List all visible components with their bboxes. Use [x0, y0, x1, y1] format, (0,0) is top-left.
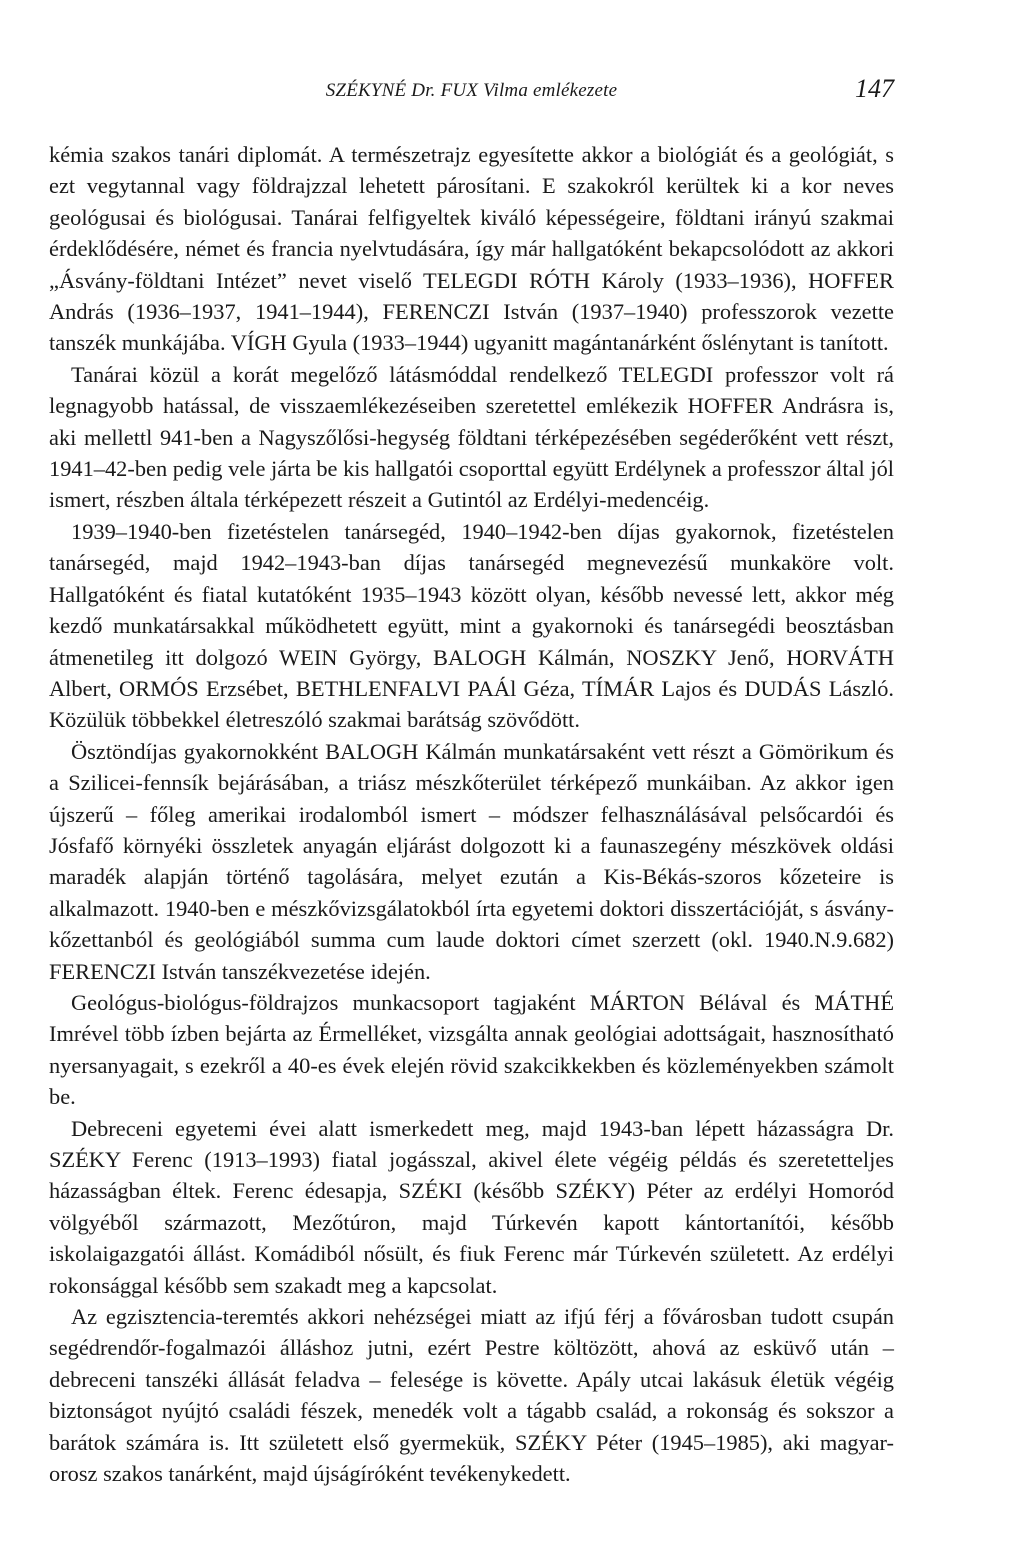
- running-header: [49, 72, 894, 112]
- paragraph-1: kémia szakos tanári diplomát. A természetrajz egyesítette akkor a biológiát és a geológiát, s ezt vegytannal vagy földrajzzal lehetett párosítani. E szakokról kerültek ki a kor neves geológusai és biológusai. Tanárai felfigyeltek kiváló képességeire, földtani irányú szakmai érdeklődésére, német és francia nyelvtudására, így már hallgatóként bekapcsolódott az akkori „Ásvány-földtani Intézet” nevet viselő TELEGDI RÓTH Károly (1933–1936), HOFFER András (1936–1937, 1941–1944), FERENCZI István (1937–1940) professzorok vezette tanszék munkájába. VÍGH Gyula (1933–1944) ugyanitt magántanárként őslénytant is tanított.: [49, 142, 894, 356]
- paragraph-6: Debreceni egyetemi évei alatt ismerkedett meg, majd 1943-ban lépett házasságra Dr. SZÉKY Ferenc (1913–1993) fiatal jogásszal, akivel élete végéig példás és szeretetteljes házasságban éltek. Ferenc édesapja, SZÉKI (később SZÉKY) Péter az erdélyi Homoród völgyéből származott, Mezőtúron, majd Túrkevén kapott kántortanítói, később iskolaigazgatói állást. Komádiból nősült, és fiuk Ferenc már Túrkevén született. Az erdélyi rokonsággal később sem szakadt meg a kapcsolat.: [49, 1115, 894, 1298]
- page-number: 147: [855, 74, 894, 103]
- running-title: SZÉKYNÉ Dr. FUX Vilma emlékezete: [325, 80, 618, 101]
- document-page: [49, 72, 894, 1489]
- paragraph-2: Tanárai közül a korát megelőző látásmóddal rendelkező TELEGDI professzor volt rá legnagyobb hatással, de visszaemlékezéseiben szeretettel emlékezik HOFFER Andrásra is, aki mellettl 941-ben a Nagyszőlősi-hegység földtani térképezésében segéderőként vett részt, 1941–42-ben pedig vele járta be kis hallgatói csoporttal együtt Erdélynek a professzor által jól ismert, részben általa térképezett részeit a Gutintól az Erdélyi-medencéig.: [49, 361, 894, 513]
- paragraph-7: Az egzisztencia-teremtés akkori nehézségei miatt az ifjú férj a fővárosban tudott csupán segédrendőr-fogalmazói álláshoz jutni, ezért Pestre költözött, ahová az esküvő után – debreceni tanszéki állását feladva – felesége is követte. Apály utcai lakásuk életük végéig biztonságot nyújtó családi fészek, menedék volt a tágabb család, a rokonság és sokszor a barátok számára is. Itt született első gyermekük, SZÉKY Péter (1945–1985), aki magyar-orosz szakos tanárként, majd újságíróként tevékenykedett.: [49, 1304, 894, 1487]
- paragraph-3: 1939–1940-ben fizetéstelen tanársegéd, 1940–1942-ben díjas gyakornok, fizetéstelen tanársegéd, majd 1942–1943-ban díjas tanársegéd megnevezésű munkaköre volt. Hallgatóként és fiatal kutatóként 1935–1943 között olyan, később nevessé lett, akkor még kezdő munkatársakkal működhetett együtt, mint a gyakornoki és tanársegédi beosztásban átmenetileg itt dolgozó WEIN György, BALOGH Kálmán, NOSZKY Jenő, HORVÁTH Albert, ORMÓS Erzsébet, BETHLENFALVI PAÁl Géza, TÍMÁR Lajos és DUDÁS László. Közülük többekkel életreszóló szakmai barátság szövődött.: [49, 518, 894, 733]
- paragraph-4: Ösztöndíjas gyakornokként BALOGH Kálmán munkatársaként vett részt a Gömörikum és a Szilicei-fennsík bejárásában, a triász mészkőterület térképező munkáiban. Az akkor igen újszerű – főleg amerikai irodalomból ismert – módszer felhasználásával pelsőcardói és Jósfafő környéki összletek anyagán eljárást dolgozott ki a faunaszegény mészkövek oldási maradék alapján történő tagolására, melyet ezután a Kis-Békás-szoros kőzeteire is alkalmazott. 1940-ben e mészkővizsgálatokból írta egyetemi doktori disszertációját, s ásvány-kőzettanból és geológiából summa cum laude doktori címet szerzett (okl. 1940.N.9.682) FERENCZI István tanszékvezetése idején.: [49, 738, 894, 984]
- body-text: [49, 139, 894, 1489]
- paragraph-5: Geológus-biológus-földrajzos munkacsoport tagjaként MÁRTON Bélával és MÁTHÉ Imrével több ízben bejárta az Érmelléket, vizsgálta annak geológiai adottságait, hasznosítható nyersanyagait, s ezekről a 40-es évek elején rövid szakcikkekben és közleményekben számolt be.: [49, 989, 894, 1110]
